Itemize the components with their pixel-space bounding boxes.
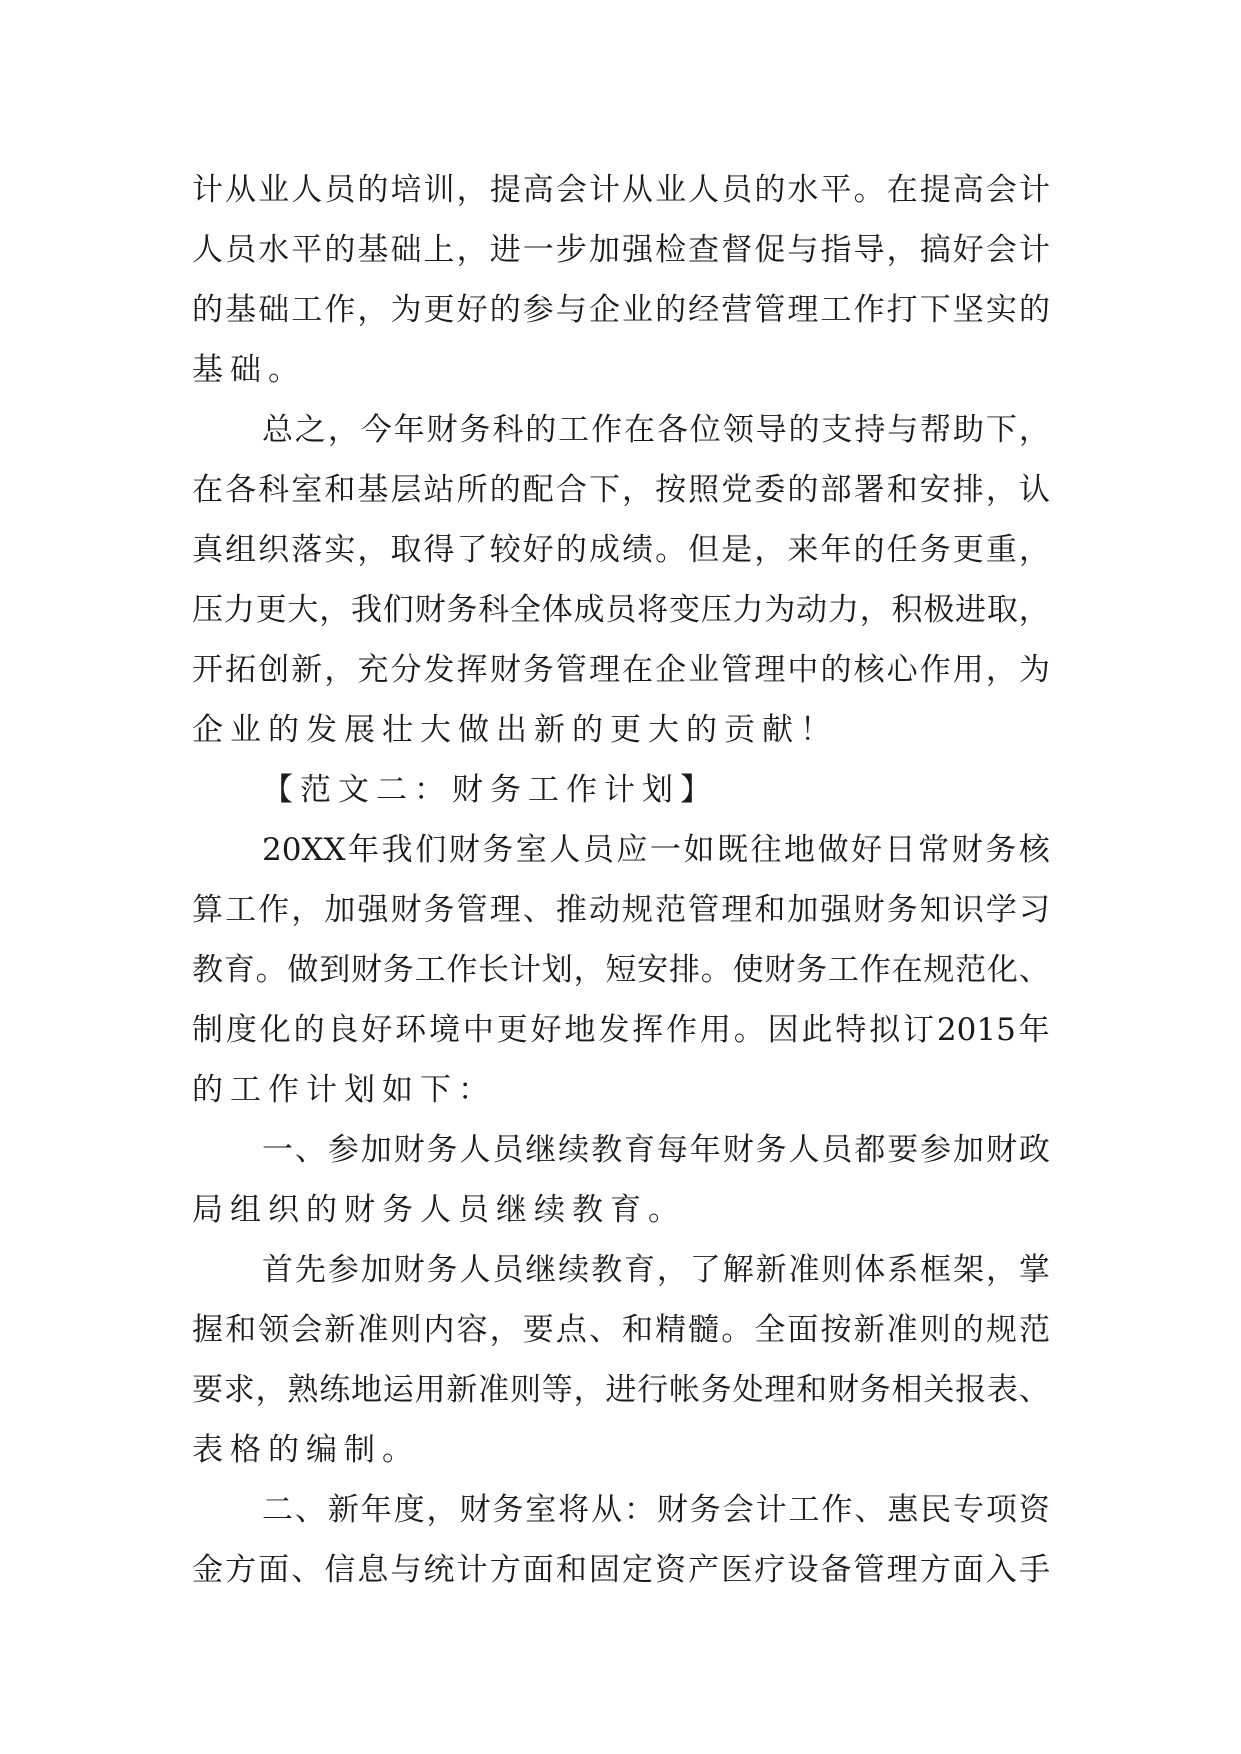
text-line: 开 拓 创 新 ， 充 分 发 挥 财 务 管 理 在 企 业 管 理 中 的 核 心 作 用 ， 为 [192, 652, 1050, 688]
text-line: 真 组 织 落 实 ， 取 得 了 较 好 的 成 绩 。 但 是 ， 来 年 的 任 务 更 重 ， [192, 532, 1050, 568]
text-line: 局组织的财务人员继续教育。 [192, 1192, 686, 1228]
text-line: 制 度 化 的 良 好 环 境 中 更 好 地 发 挥 作 用 。 因 此 特 拟 订 2015 年 [192, 1012, 1050, 1048]
text-line: 20XX 年 我 们 财 务 室 人 员 应 一 如 既 往 地 做 好 日 常 财 务 核 [262, 832, 1050, 868]
text-line: 二 、 新 年 度 ， 财 务 室 将 从 ： 财 务 会 计 工 作 、 惠 民 专 项 资 [262, 1492, 1050, 1528]
text-line: 在 各 科 室 和 基 层 站 所 的 配 合 下 ， 按 照 党 委 的 部 署 和 安 排 ， 认 [192, 472, 1050, 508]
text-line: 表格的编制。 [192, 1432, 420, 1468]
text-line: 握 和 领 会 新 准 则 内 容 ， 要 点 、 和 精 髓 。 全 面 按 新 准 则 的 规 范 [192, 1312, 1050, 1348]
text-line: 金 方 面 、 信 息 与 统 计 方 面 和 固 定 资 产 医 疗 设 备 管 理 方 面 入 手 [192, 1552, 1050, 1588]
text-line: 总 之 ， 今 年 财 务 科 的 工 作 在 各 位 领 导 的 支 持 与 帮 助 下 ， [262, 412, 1050, 448]
text-line: 基础。 [192, 352, 306, 388]
text-line: 一 、 参 加 财 务 人 员 继 续 教 育 每 年 财 务 人 员 都 要 参 加 财 政 [262, 1132, 1050, 1168]
text-line: 的工作计划如下： [192, 1072, 496, 1108]
document-body [192, 160, 1050, 1600]
text-line: 计 从 业 人 员 的 培 训 ， 提 高 会 计 从 业 人 员 的 水 平 。 在 提 高 会 计 [192, 172, 1050, 208]
text-line: 要 求 ， 熟 练 地 运 用 新 准 则 等 ， 进 行 帐 务 处 理 和 财 务 相 关 报 表 、 [192, 1372, 1050, 1408]
text-line: 压 力 更 大 ， 我 们 财 务 科 全 体 成 员 将 变 压 力 为 动 力 ， 积 极 进 取 ， [192, 592, 1050, 628]
text-line: 人 员 水 平 的 基 础 上 ， 进 一 步 加 强 检 查 督 促 与 指 导 ， 搞 好 会 计 [192, 232, 1050, 268]
text-line: 【范文二：财务工作计划】 [262, 772, 718, 808]
text-line: 教 育 。 做 到 财 务 工 作 长 计 划 ， 短 安 排 。 使 财 务 工 作 在 规 范 化 、 [192, 952, 1050, 988]
text-line: 的 基 础 工 作 ， 为 更 好 的 参 与 企 业 的 经 营 管 理 工 作 打 下 坚 实 的 [192, 292, 1050, 328]
text-line: 企业的发展壮大做出新的更大的贡献！ [192, 712, 838, 748]
text-line: 首 先 参 加 财 务 人 员 继 续 教 育 ， 了 解 新 准 则 体 系 框 架 ， 掌 [262, 1252, 1050, 1288]
text-line: 算 工 作 ， 加 强 财 务 管 理 、 推 动 规 范 管 理 和 加 强 财 务 知 识 学 习 [192, 892, 1050, 928]
